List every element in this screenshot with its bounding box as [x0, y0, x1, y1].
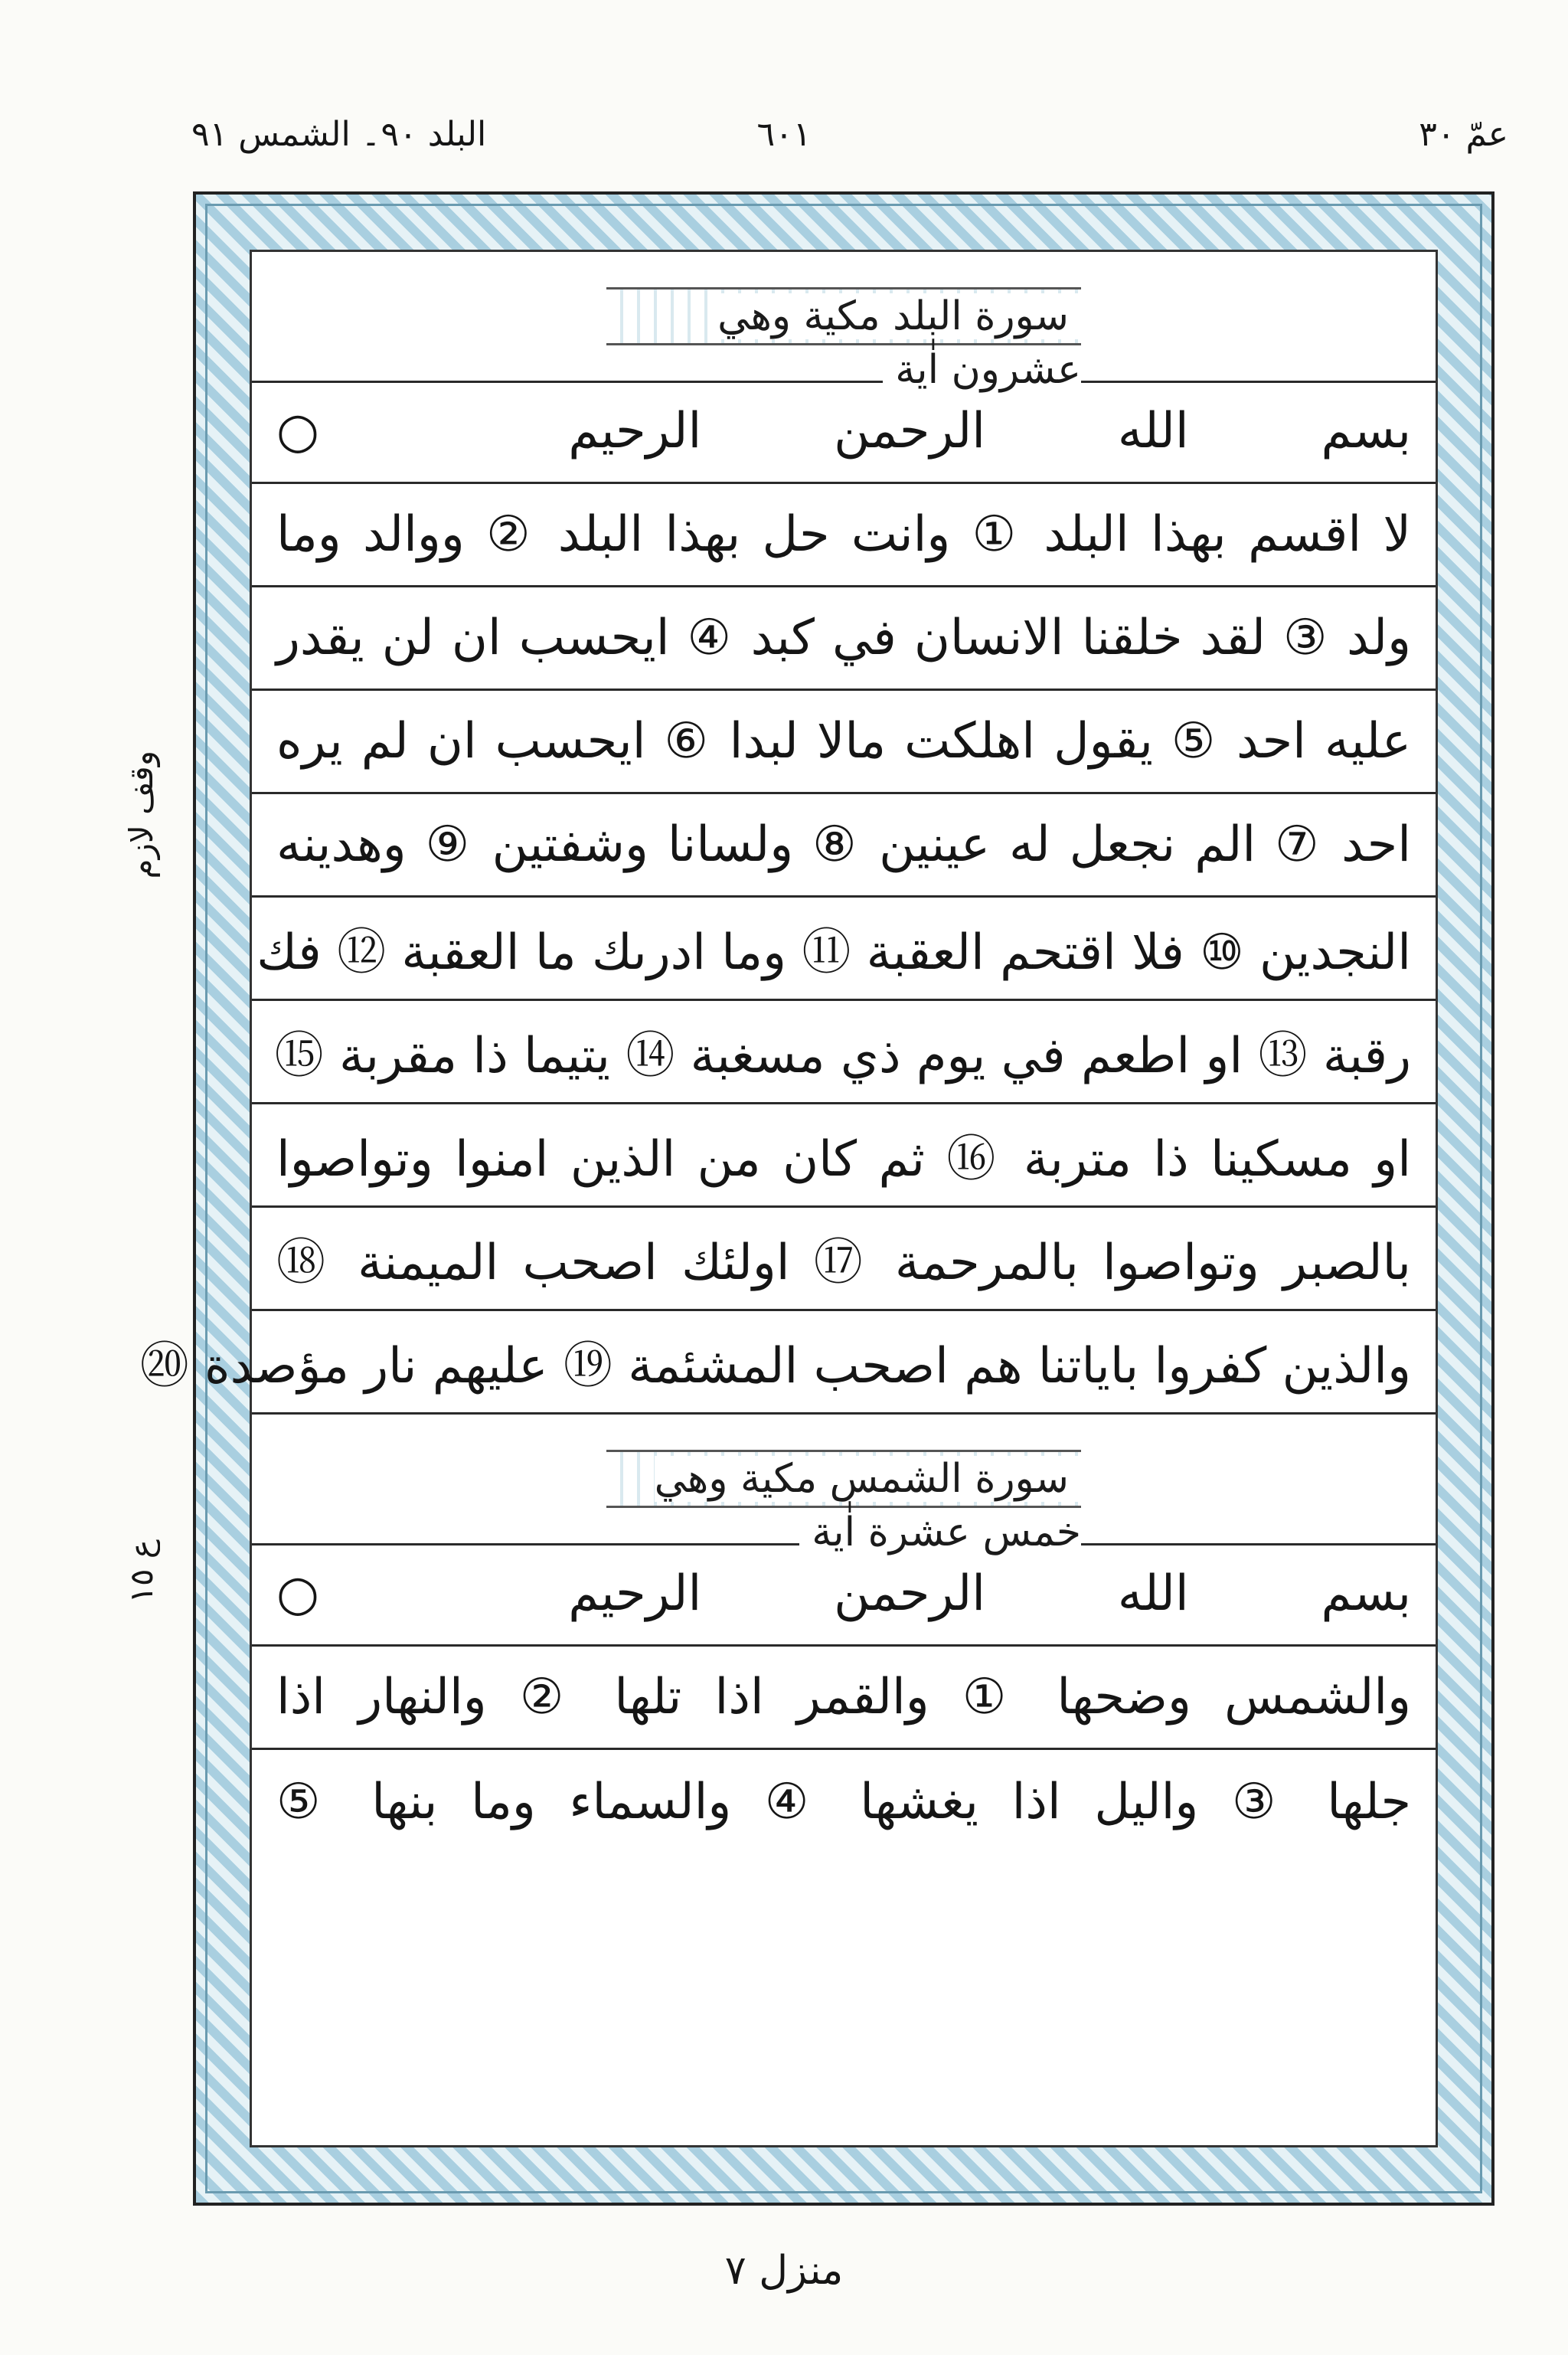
verse-line-text: والذين كفروا باياتنا هم اصحب المشئمة ⑲ عليهم نار مؤصدة ⑳ [139, 1338, 1411, 1395]
verse-line-text: بالصبر وتواصوا بالمرحمة ⑰ اولئك اصحب الميمنة ⑱ [276, 1235, 1411, 1291]
bismillah: بسم الله الرحمن الرحيم ○ [276, 403, 1411, 460]
page-number: ٦٠١ [756, 115, 812, 154]
surah-title: سورة الشمس مكية وهي خمس عشرة اٰية [654, 1456, 1081, 1555]
verse-line-text: لا اقسم بهذا البلد ① وانت حل بهذا البلد ② ووالد وما [276, 506, 1411, 563]
verse-line [252, 794, 1436, 898]
waqf-margin-note: وقف لازم [122, 751, 160, 879]
verse-line [252, 1001, 1436, 1104]
bismillah: بسم الله الرحمن الرحيم ○ [276, 1565, 1411, 1622]
surah-title: سورة البلد مكية وهي عشرون اٰية [717, 293, 1081, 393]
verse-line [139, 1311, 1436, 1415]
verse-line-text: احد ⑦ الم نجعل له عينين ⑧ ولسانا وشفتين ⑨ وهدينه [276, 816, 1411, 873]
verse-line-text: عليه احد ⑤ يقول اهلكت مالا لبدا ⑥ ايحسب ان لم يره [276, 713, 1411, 770]
verse-line [252, 1208, 1436, 1311]
verse-line-text: او مسكينا ذا متربة ⑯ ثم كان من الذين امنوا وتواصوا [276, 1131, 1411, 1188]
verse-line-text: جلها ③ واليل اذا يغشها ④ والسماء وما بنها ⑤ [276, 1773, 1411, 1830]
manzil-label: منزل ٧ [724, 2248, 844, 2294]
verse-line [252, 1750, 1436, 1853]
verse-line-text: ولد ③ لقد خلقنا الانسان في كبد ④ ايحسب ان لن يقدر [276, 610, 1411, 666]
verse-line [252, 898, 1436, 1001]
verse-line [252, 587, 1436, 691]
verse-line [252, 484, 1436, 587]
bismillah-row [252, 1543, 1436, 1647]
juz-label: عمّ ٣٠ [1419, 115, 1508, 154]
surah-title-ornament [606, 1450, 1081, 1555]
bismillah-row [252, 381, 1436, 484]
surah-title-row [252, 252, 1436, 393]
surah-range: البلد ٩٠۔ الشمس ٩١ [191, 115, 487, 154]
verse-line [252, 1647, 1436, 1750]
verse-line [252, 691, 1436, 794]
verse-line-text: رقبة ⑬ او اطعم في يوم ذي مسغبة ⑭ يتيما ذا مقربة ⑮ [274, 1028, 1411, 1084]
verse-line-text: والشمس وضحها ① والقمر اذا تلها ② والنهار اذا [276, 1669, 1411, 1725]
verse-line [252, 1104, 1436, 1208]
verse-line-text: النجدين ⑩ فلا اقتحم العقبة ⑪ وما ادرىك ما العقبة ⑫ فك [256, 924, 1411, 981]
surah-title-row [252, 1415, 1436, 1555]
ruku-margin-note: ع ١٥ [122, 1539, 160, 1604]
surah-title-ornament [606, 287, 1081, 393]
